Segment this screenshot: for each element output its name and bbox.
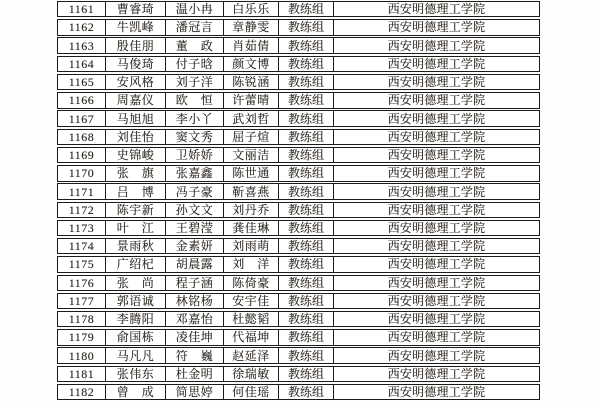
table-row [57,202,540,218]
cell-name-2: 符 巍 [165,348,223,362]
table-row [57,165,540,181]
cell-institution: 西安明德理工学院 [333,2,539,16]
cell-group: 教练组 [278,148,333,162]
cell-name-1: 刘佳怡 [105,130,165,144]
cell-serial-number: 1167 [68,111,95,126]
cell-name-3: 代福坤 [223,330,278,344]
table-row [57,37,540,53]
cell-institution: 西安明德理工学院 [333,75,539,89]
cell-serial-number: 1171 [68,184,95,199]
cell-name-3: 章静雯 [223,20,278,34]
cell-institution: 西安明德理工学院 [333,294,539,308]
cell-institution: 西安明德理工学院 [333,148,539,162]
cell-name-1: 叶 江 [105,221,165,235]
cell-group: 教练组 [278,20,333,34]
cell-serial-number: 1164 [68,56,95,71]
cell-name-3: 陈世通 [223,166,278,180]
cell-name-3: 龚佳琳 [223,221,278,235]
cell-name-2: 潘冠言 [165,20,223,34]
cell-serial-number: 1180 [68,348,95,363]
cell-name-2: 邓嘉怡 [165,312,223,326]
cell-institution: 西安明德理工学院 [333,330,539,344]
cell-name-1: 张 旗 [105,166,165,180]
cell-institution: 西安明德理工学院 [333,111,539,125]
cell-name-1: 李腾阳 [105,312,165,326]
cell-group: 教练组 [278,166,333,180]
cell-name-1: 张 尚 [105,276,165,290]
table-row [57,1,540,17]
cell-serial-number: 1181 [68,366,95,381]
cell-serial-number: 1175 [68,257,95,272]
cell-group: 教练组 [278,57,333,71]
cell-name-3: 陈倚豪 [223,276,278,290]
cell-name-1: 马凡凡 [105,348,165,362]
cell-name-2: 凌佳坤 [165,330,223,344]
cell-name-2: 李小丫 [165,111,223,125]
cell-institution: 西安明德理工学院 [333,239,539,253]
table-row [57,74,540,90]
cell-serial-number: 1166 [68,93,95,108]
cell-group: 教练组 [278,130,333,144]
cell-name-2: 林铭杨 [165,294,223,308]
cell-institution: 西安明德理工学院 [333,276,539,290]
cell-name-1: 吕 博 [105,184,165,198]
cell-group: 教练组 [278,348,333,362]
cell-name-1: 马旭旭 [105,111,165,125]
cell-name-1: 俞国栋 [105,330,165,344]
cell-group: 教练组 [278,276,333,290]
cell-name-1: 史锦峻 [105,148,165,162]
cell-name-2: 简思婷 [165,385,223,399]
cell-institution: 西安明德理工学院 [333,20,539,34]
cell-group: 教练组 [278,257,333,271]
cell-serial-number: 1172 [68,202,95,217]
cell-serial-number: 1169 [68,148,95,163]
cell-name-2: 付子晗 [165,57,223,71]
cell-serial-number: 1178 [68,312,95,327]
cell-group: 教练组 [278,38,333,52]
roster-table [57,1,540,402]
cell-name-3: 肖茹倩 [223,38,278,52]
cell-institution: 西安明德理工学院 [333,93,539,107]
cell-group: 教练组 [278,239,333,253]
cell-group: 教练组 [278,2,333,16]
cell-institution: 西安明德理工学院 [333,130,539,144]
cell-name-2: 王碧滢 [165,221,223,235]
cell-name-3: 武刘哲 [223,111,278,125]
cell-name-2: 刘子洋 [165,75,223,89]
table-row [57,92,540,108]
cell-serial-number: 1161 [68,2,95,17]
cell-group: 教练组 [278,111,333,125]
cell-group: 教练组 [278,203,333,217]
cell-serial-number: 1163 [68,38,95,53]
cell-group: 教练组 [278,385,333,399]
cell-name-3: 颜文博 [223,57,278,71]
cell-serial-number: 1170 [68,166,95,181]
cell-name-2: 窦文秀 [165,130,223,144]
cell-name-2: 卫娇娇 [165,148,223,162]
cell-institution: 西安明德理工学院 [333,221,539,235]
table-row [57,56,540,72]
cell-name-3: 屈子煊 [223,130,278,144]
cell-name-3: 刘 洋 [223,257,278,271]
cell-group: 教练组 [278,330,333,344]
cell-name-3: 安宇佳 [223,294,278,308]
cell-name-1: 郭语诚 [105,294,165,308]
table-row [57,256,540,272]
cell-institution: 西安明德理工学院 [333,257,539,271]
cell-name-1: 张伟东 [105,367,165,381]
cell-name-1: 曾 成 [105,385,165,399]
table-row [57,384,540,400]
cell-group: 教练组 [278,312,333,326]
cell-name-3: 靳喜燕 [223,184,278,198]
cell-serial-number: 1165 [68,75,95,90]
cell-institution: 西安明德理工学院 [333,184,539,198]
cell-institution: 西安明德理工学院 [333,57,539,71]
cell-name-2: 张嘉鑫 [165,166,223,180]
cell-serial-number: 1174 [68,239,95,254]
cell-name-2: 冯子豪 [165,184,223,198]
cell-serial-number: 1179 [68,330,95,345]
table-row [57,19,540,35]
table-row [57,293,540,309]
cell-name-2: 程子涵 [165,276,223,290]
cell-name-2: 欧 恒 [165,93,223,107]
cell-name-3: 赵延泽 [223,348,278,362]
cell-serial-number: 1168 [68,129,95,144]
cell-name-3: 陈锐涵 [223,75,278,89]
cell-institution: 西安明德理工学院 [333,367,539,381]
cell-institution: 西安明德理工学院 [333,348,539,362]
table-row [57,183,540,199]
cell-institution: 西安明德理工学院 [333,385,539,399]
cell-serial-number: 1162 [68,20,95,35]
cell-serial-number: 1176 [68,275,95,290]
table-row [57,311,540,327]
cell-name-1: 周嘉仪 [105,93,165,107]
table-row [57,129,540,145]
cell-serial-number: 1177 [68,293,95,308]
cell-name-2: 温小冉 [165,2,223,16]
cell-name-3: 白乐乐 [223,2,278,16]
cell-name-1: 安风格 [105,75,165,89]
cell-name-1: 曹睿琦 [105,2,165,16]
cell-name-1: 马俊琦 [105,57,165,71]
cell-name-3: 文丽洁 [223,148,278,162]
cell-group: 教练组 [278,367,333,381]
cell-group: 教练组 [278,221,333,235]
cell-name-3: 杜懿韬 [223,312,278,326]
cell-serial-number: 1182 [68,385,95,400]
cell-name-2: 胡晨露 [165,257,223,271]
cell-name-1: 景雨秋 [105,239,165,253]
cell-name-3: 刘丹乔 [223,203,278,217]
cell-name-2: 杜金明 [165,367,223,381]
table-row [57,366,540,382]
table-row [57,110,540,126]
cell-group: 教练组 [278,75,333,89]
cell-name-3: 何佳瑶 [223,385,278,399]
cell-name-2: 金素妍 [165,239,223,253]
cell-name-3: 刘雨萌 [223,239,278,253]
cell-name-1: 殷佳朋 [105,38,165,52]
cell-name-3: 徐瑞敏 [223,367,278,381]
table-row [57,275,540,291]
cell-name-2: 董 政 [165,38,223,52]
cell-name-2: 孙文文 [165,203,223,217]
cell-name-1: 陈宇新 [105,203,165,217]
cell-group: 教练组 [278,184,333,198]
table-row [57,347,540,363]
cell-institution: 西安明德理工学院 [333,166,539,180]
cell-institution: 西安明德理工学院 [333,203,539,217]
cell-name-1: 牛凯峰 [105,20,165,34]
cell-institution: 西安明德理工学院 [333,38,539,52]
cell-serial-number: 1173 [68,221,95,235]
cell-name-3: 许蕾晴 [223,93,278,107]
table-row [57,220,540,236]
cell-name-1: 广绍杞 [105,257,165,271]
table-row [57,238,540,254]
cell-group: 教练组 [278,93,333,107]
table-row [57,147,540,163]
cell-institution: 西安明德理工学院 [333,312,539,326]
cell-group: 教练组 [278,294,333,308]
table-row [57,329,540,345]
